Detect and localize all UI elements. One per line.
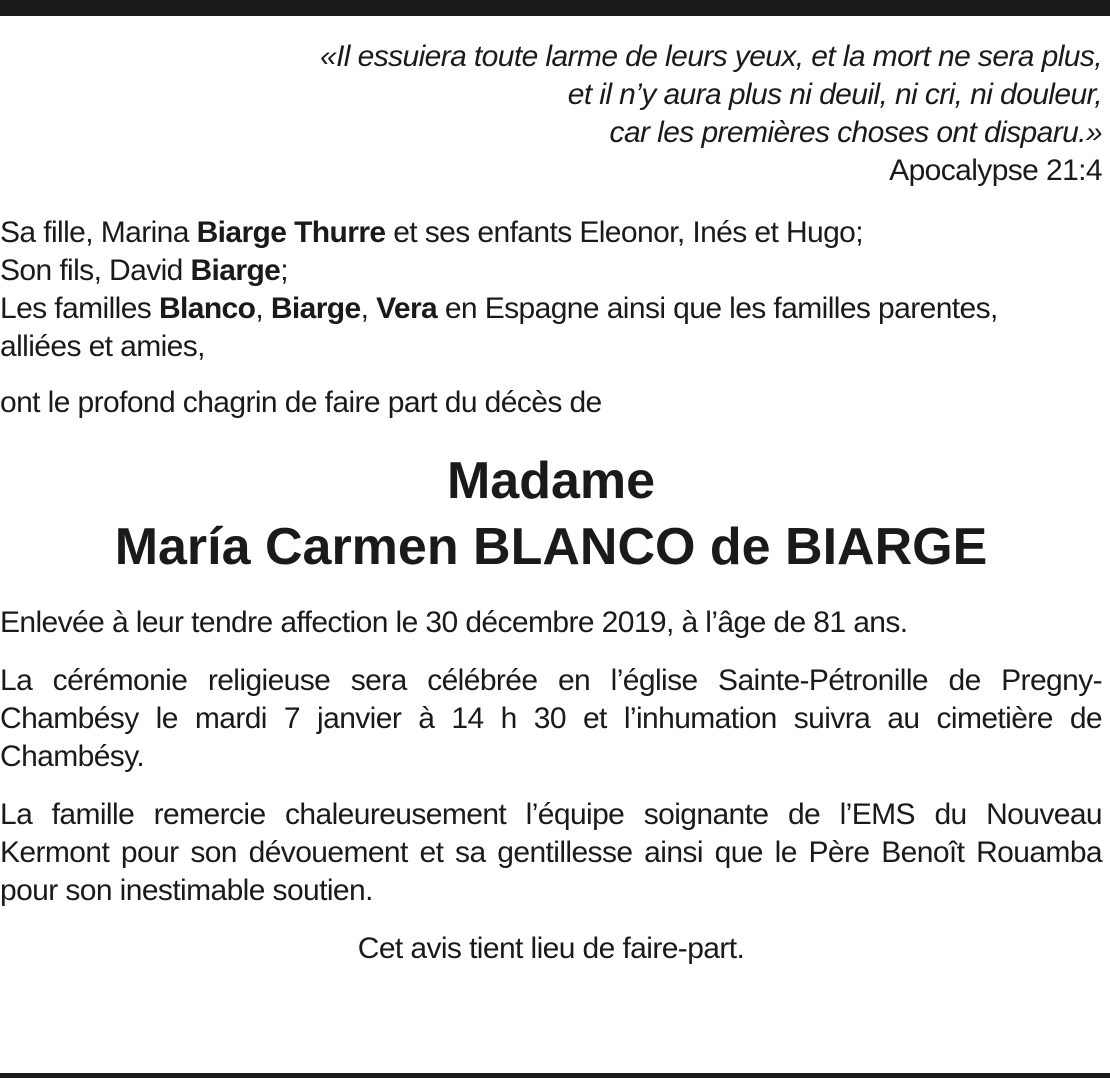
closing-note: Cet avis tient lieu de faire-part. <box>357 932 745 965</box>
family-name: Blanco <box>158 292 256 325</box>
quote-reference: Apocalypse 21:4 <box>889 154 1102 187</box>
text: en Espagne ainsi que les familles parentes, <box>437 292 998 325</box>
text: ; <box>280 254 289 287</box>
deceased-title: Madame <box>446 452 656 510</box>
family-line-families <box>0 290 1102 328</box>
family-name: Biarge <box>270 292 361 325</box>
thanks-paragraph: La famille remercie chaleureusement l’équipe soignante de l’EMS du Nouveau Kermont pour son dévouement et sa gentillesse ainsi que le Père Benoît Rouamba pour son inestimable soutien. <box>0 798 1102 907</box>
deceased-name: María Carmen BLANCO de BIARGE <box>114 518 988 576</box>
text: Son fils, David <box>0 254 191 287</box>
bible-quote <box>0 38 1102 190</box>
announcement: ont le profond chagrin de faire part du décès de <box>0 386 602 419</box>
family-name: Vera <box>376 292 438 325</box>
top-rule <box>0 0 1110 16</box>
daughter-name: Biarge Thurre <box>196 216 386 249</box>
quote-line: et il n’y aura plus ni deuil, ni cri, ni douleur, <box>567 78 1102 111</box>
text: Sa fille, Marina <box>0 216 197 249</box>
son-name: Biarge <box>190 254 281 287</box>
text: , <box>360 292 377 325</box>
family-line-son <box>0 252 1102 290</box>
death-notice: Enlevée à leur tendre affection le 30 décembre 2019, à l’âge de 81 ans. <box>0 606 908 639</box>
quote-line: car les premières choses ont disparu.» <box>609 116 1102 149</box>
ceremony-details: La cérémonie religieuse sera célébrée en l’église Sainte-Pétronille de Pregny-Chambésy le mardi 7 janvier à 14 h 30 et l’inhumation suivra au cimetière de Chambésy. <box>0 664 1102 773</box>
text: et ses enfants Eleonor, Inés et Hugo; <box>385 216 864 249</box>
family-line-daughter <box>0 214 1102 252</box>
bottom-rule <box>0 1073 1110 1078</box>
family-list <box>0 214 1102 366</box>
text: Les familles <box>0 292 159 325</box>
quote-line: «Il essuiera toute larme de leurs yeux, et la mort ne sera plus, <box>319 40 1102 73</box>
text: , <box>255 292 271 325</box>
obituary-notice <box>0 38 1102 968</box>
family-line-allies: alliées et amies, <box>0 330 205 363</box>
deceased-heading <box>0 448 1102 580</box>
